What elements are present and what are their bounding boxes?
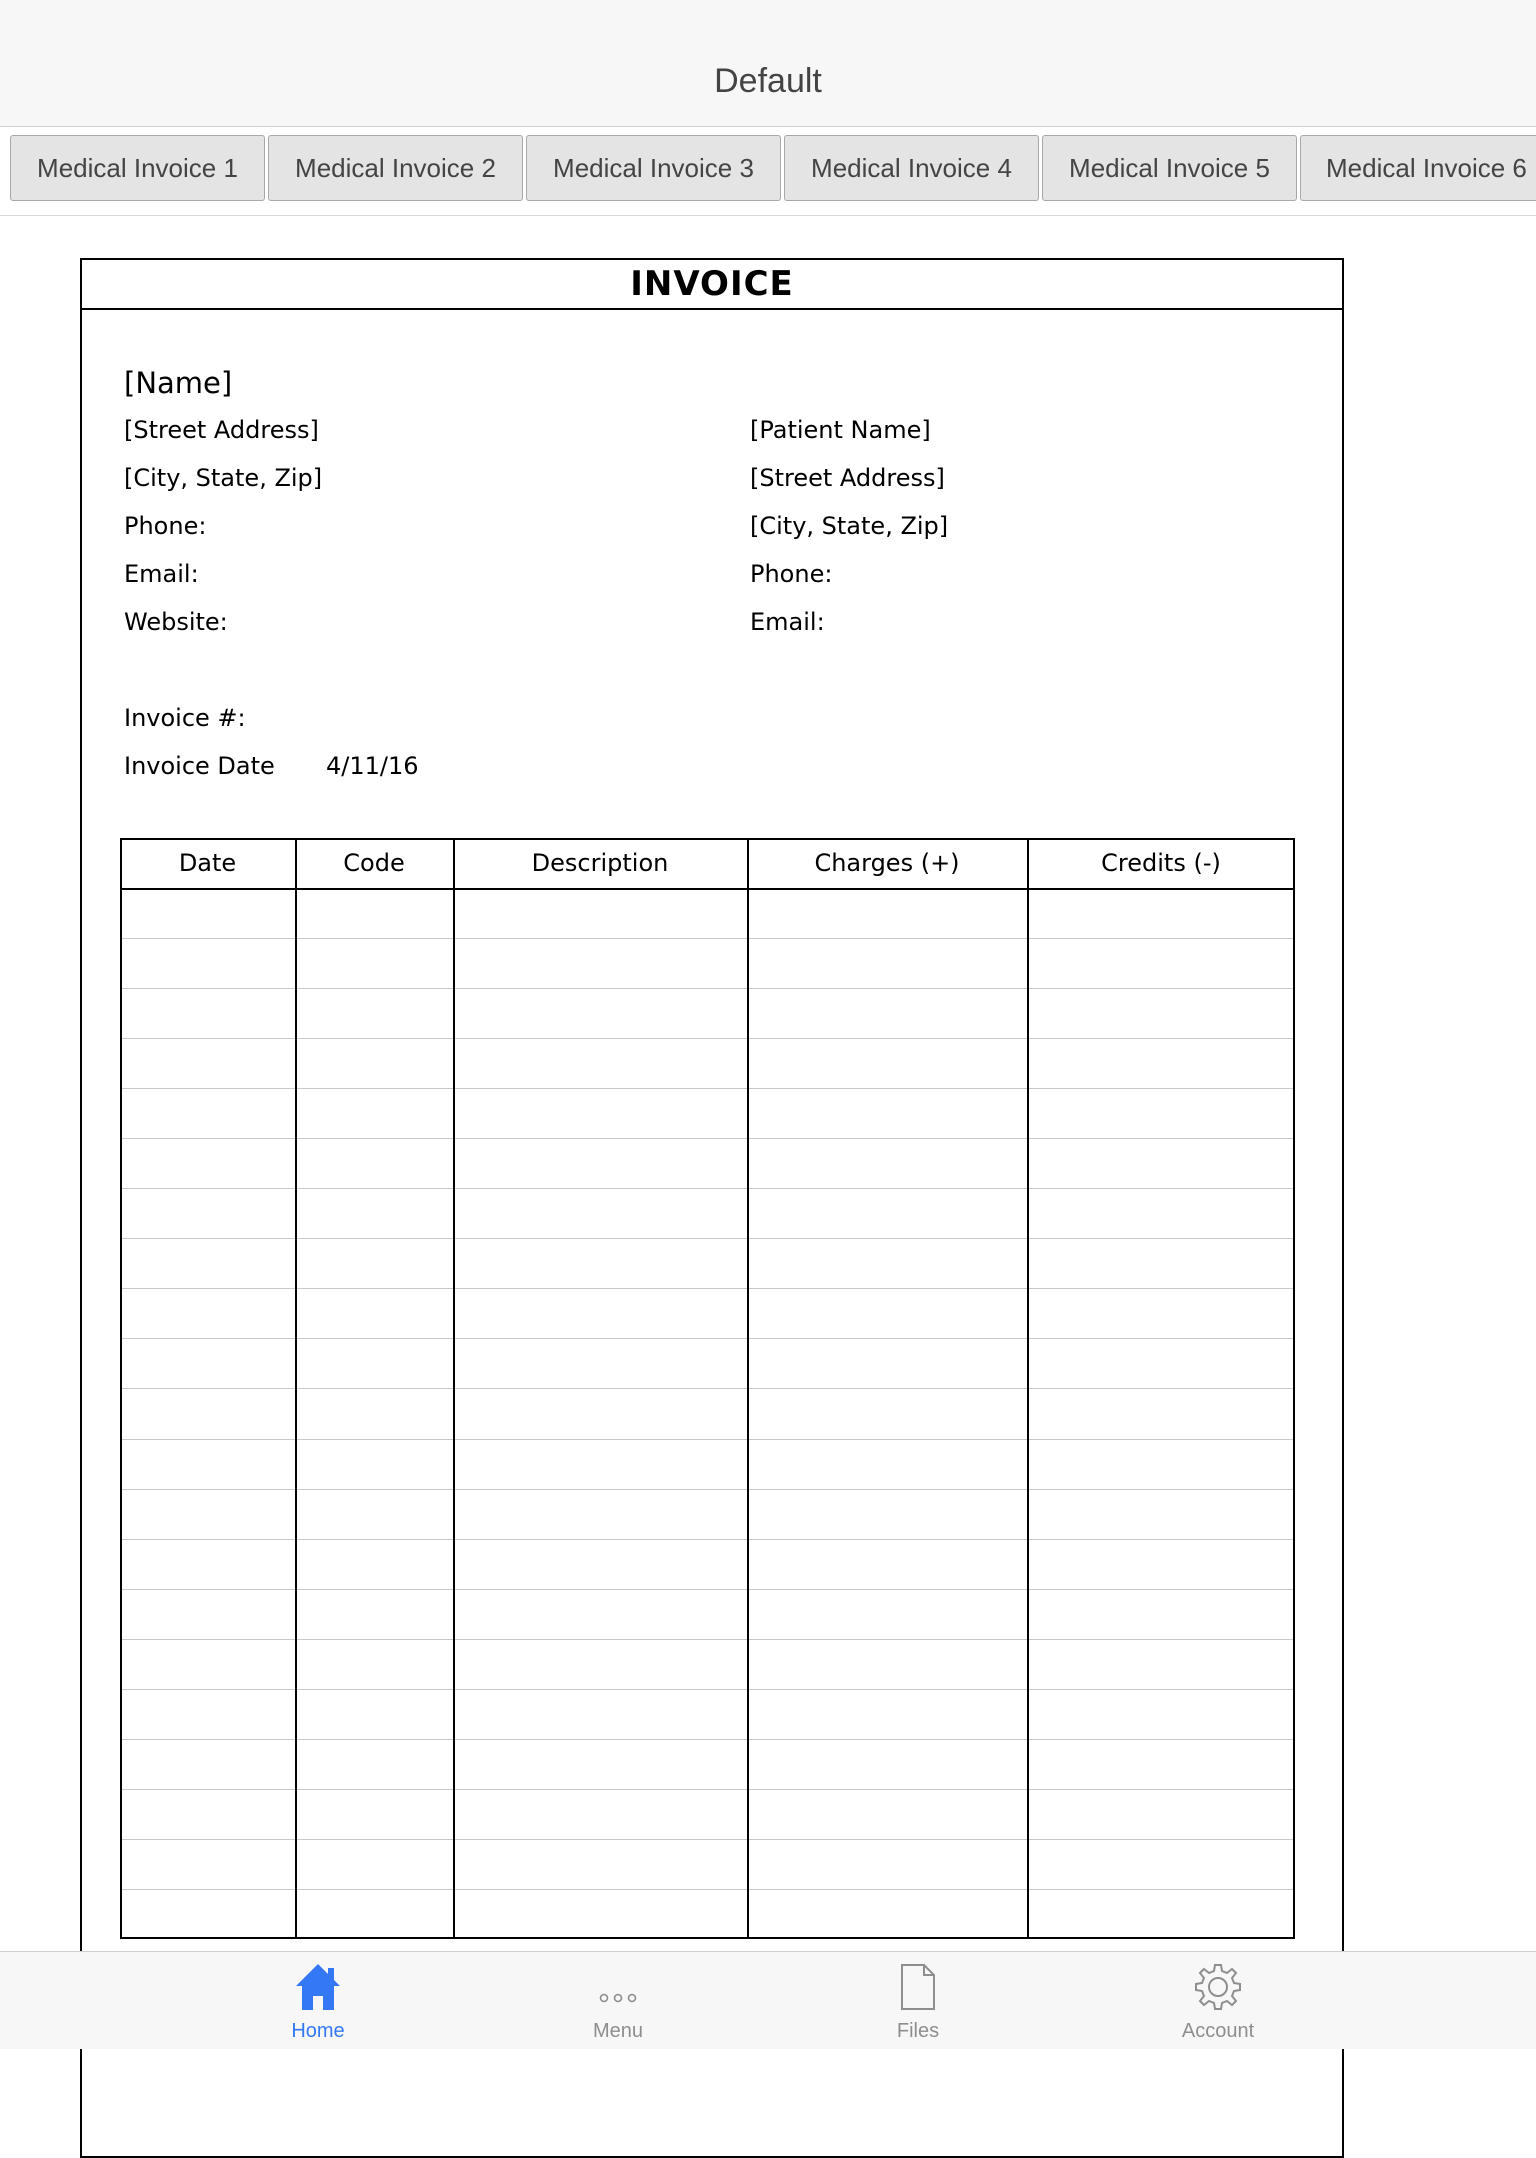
tab-bar-home[interactable] xyxy=(218,1952,418,2049)
column-header-code[interactable]: Code xyxy=(343,849,405,877)
tab-bar-files-label: Files xyxy=(896,2020,940,2042)
sheet-tab-strip[interactable] xyxy=(0,127,1536,216)
tab-bar-menu-label: Menu xyxy=(592,2020,644,2042)
tab-bar-account[interactable] xyxy=(1118,1952,1318,2049)
tab-medical-invoice-4[interactable]: Medical Invoice 4 xyxy=(784,135,1039,201)
patient-street[interactable]: [Street Address] xyxy=(750,464,945,492)
gear-icon xyxy=(1193,1962,1243,2012)
navigation-bar xyxy=(0,0,1536,127)
column-header-date[interactable]: Date xyxy=(178,849,237,877)
patient-city[interactable]: [City, State, Zip] xyxy=(750,512,949,540)
tab-bar-account-label: Account xyxy=(1181,2020,1255,2042)
tab-bar-files[interactable] xyxy=(818,1952,1018,2049)
grid-column-line xyxy=(453,838,455,1939)
tab-medical-invoice-3[interactable]: Medical Invoice 3 xyxy=(526,135,781,201)
column-header-description[interactable]: Description xyxy=(531,849,669,877)
bottom-tab-bar xyxy=(0,1951,1536,2049)
tab-medical-invoice-1[interactable]: Medical Invoice 1 xyxy=(10,135,265,201)
grid-column-line xyxy=(120,838,122,1939)
invoice-date-value[interactable]: 4/11/16 xyxy=(326,752,419,780)
grid-column-line xyxy=(747,838,749,1939)
grid-column-line xyxy=(295,838,297,1939)
tab-medical-invoice-5[interactable]: Medical Invoice 5 xyxy=(1042,135,1297,201)
sender-city[interactable]: [City, State, Zip] xyxy=(124,464,323,492)
more-icon xyxy=(594,1962,642,2012)
sender-email-label[interactable]: Email: xyxy=(124,560,199,588)
sender-street[interactable]: [Street Address] xyxy=(124,416,319,444)
grid-column-line xyxy=(1027,838,1029,1939)
home-icon xyxy=(294,1962,342,2012)
invoice-title[interactable]: INVOICE xyxy=(82,260,1342,310)
invoice-number-label[interactable]: Invoice #: xyxy=(124,704,246,732)
column-header-charges[interactable]: Charges (+) xyxy=(814,849,960,877)
line-items-table[interactable] xyxy=(120,838,1295,1939)
file-icon xyxy=(894,1962,942,2012)
column-header-credits[interactable]: Credits (-) xyxy=(1101,849,1221,877)
sender-website-label[interactable]: Website: xyxy=(124,608,228,636)
page-title: Default xyxy=(714,62,822,100)
patient-phone-label[interactable]: Phone: xyxy=(750,560,833,588)
tab-medical-invoice-6[interactable]: Medical Invoice 6 xyxy=(1300,135,1536,201)
tab-bar-menu[interactable] xyxy=(518,1952,718,2049)
invoice-date-label[interactable]: Invoice Date xyxy=(124,752,275,780)
sender-name[interactable]: [Name] xyxy=(124,366,233,400)
patient-name[interactable]: [Patient Name] xyxy=(750,416,931,444)
sender-phone-label[interactable]: Phone: xyxy=(124,512,207,540)
patient-email-label[interactable]: Email: xyxy=(750,608,825,636)
tab-medical-invoice-2[interactable]: Medical Invoice 2 xyxy=(268,135,523,201)
tab-bar-home-label: Home xyxy=(291,2020,345,2042)
grid-column-line xyxy=(1293,838,1295,1939)
